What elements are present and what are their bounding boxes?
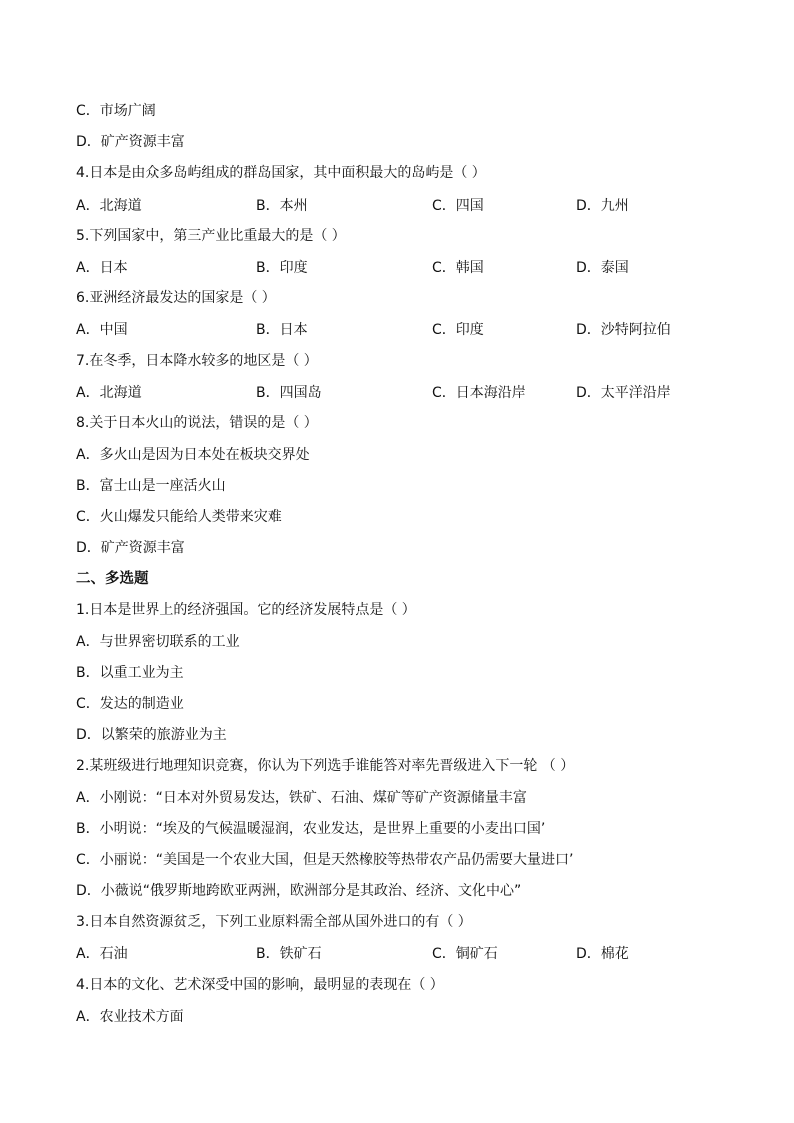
q4-option-b: B．本州 <box>256 198 308 214</box>
mq2-option-d: D．小薇说“俄罗斯地跨欧亚两洲，欧洲部分是其政治、经济、文化中心” <box>76 883 522 899</box>
q5-option-a: A．日本 <box>76 260 128 276</box>
multi-question-3-options <box>76 945 756 963</box>
mq3-option-b: B．铁矿石 <box>256 946 322 962</box>
question-4-options <box>76 197 756 215</box>
question-7-options <box>76 384 756 402</box>
mq4-option-a: A．农业技术方面 <box>76 1009 184 1025</box>
q7-option-d: D．太平洋沿岸 <box>576 385 671 401</box>
q8-option-c: C．火山爆发只能给人类带来灾难 <box>76 509 282 525</box>
q6-option-c: C．印度 <box>432 322 484 338</box>
mq1-option-c: C．发达的制造业 <box>76 696 184 712</box>
mq3-option-a: A．石油 <box>76 946 128 962</box>
mq3-option-d: D．棉花 <box>576 946 629 962</box>
q4-option-a: A．北海道 <box>76 198 142 214</box>
q7-option-a: A．北海道 <box>76 385 142 401</box>
q4-option-d: D．九州 <box>576 198 629 214</box>
mq1-option-d: D．以繁荣的旅游业为主 <box>76 727 227 743</box>
question-6-options <box>76 321 756 339</box>
q7-option-c: C．日本海沿岸 <box>432 385 526 401</box>
q7-option-b: B．四国岛 <box>256 385 322 401</box>
multi-question-4-stem: 4.日本的文化、艺术深受中国的影响，最明显的表现在（ ） <box>76 977 444 993</box>
question-6-stem: 6.亚洲经济最发达的国家是（ ） <box>76 290 276 306</box>
mq2-option-b: B．小明说：“埃及的气候温暖湿润，农业发达，是世界上重要的小麦出口国’ <box>76 821 546 837</box>
question-8-stem: 8.关于日本火山的说法，错误的是（ ） <box>76 415 318 431</box>
q6-option-a: A．中国 <box>76 322 128 338</box>
q4-option-c: C．四国 <box>432 198 484 214</box>
option-c-prev: C．市场广阔 <box>76 103 156 119</box>
q6-option-b: B．日本 <box>256 322 308 338</box>
q6-option-d: D．沙特阿拉伯 <box>576 322 671 338</box>
mq1-option-b: B．以重工业为主 <box>76 665 184 681</box>
q5-option-c: C．韩国 <box>432 260 484 276</box>
mq2-option-a: A．小刚说：“日本对外贸易发达，铁矿、石油、煤矿等矿产资源储量丰富 <box>76 790 527 806</box>
option-d-prev: D．矿产资源丰富 <box>76 134 185 150</box>
q8-option-d: D．矿产资源丰富 <box>76 540 185 556</box>
q8-option-b: B．富士山是一座活火山 <box>76 478 226 494</box>
q5-option-b: B．印度 <box>256 260 308 276</box>
question-4-stem: 4.日本是由众多岛屿组成的群岛国家，其中面积最大的岛屿是（ ） <box>76 165 486 181</box>
multi-question-3-stem: 3.日本自然资源贫乏，下列工业原料需全部从国外进口的有（ ） <box>76 914 472 930</box>
section-heading-multi: 二、多选题 <box>76 571 149 587</box>
mq2-option-c: C．小丽说：“美国是一个农业大国，但是天然橡胶等热带农产品仍需要大量进口’ <box>76 852 574 868</box>
multi-question-1-stem: 1.日本是世界上的经济强国。它的经济发展特点是（ ） <box>76 602 416 618</box>
question-7-stem: 7.在冬季，日本降水较多的地区是（ ） <box>76 353 318 369</box>
q8-option-a: A．多火山是因为日本处在板块交界处 <box>76 447 310 463</box>
q5-option-d: D．泰国 <box>576 260 629 276</box>
question-5-stem: 5.下列国家中，第三产业比重最大的是（ ） <box>76 228 346 244</box>
mq1-option-a: A．与世界密切联系的工业 <box>76 634 240 650</box>
mq3-option-c: C．铜矿石 <box>432 946 498 962</box>
question-5-options <box>76 259 756 277</box>
multi-question-2-stem: 2.某班级进行地理知识竞赛，你认为下列选手谁能答对率先晋级进入下一轮 （ ） <box>76 758 575 774</box>
